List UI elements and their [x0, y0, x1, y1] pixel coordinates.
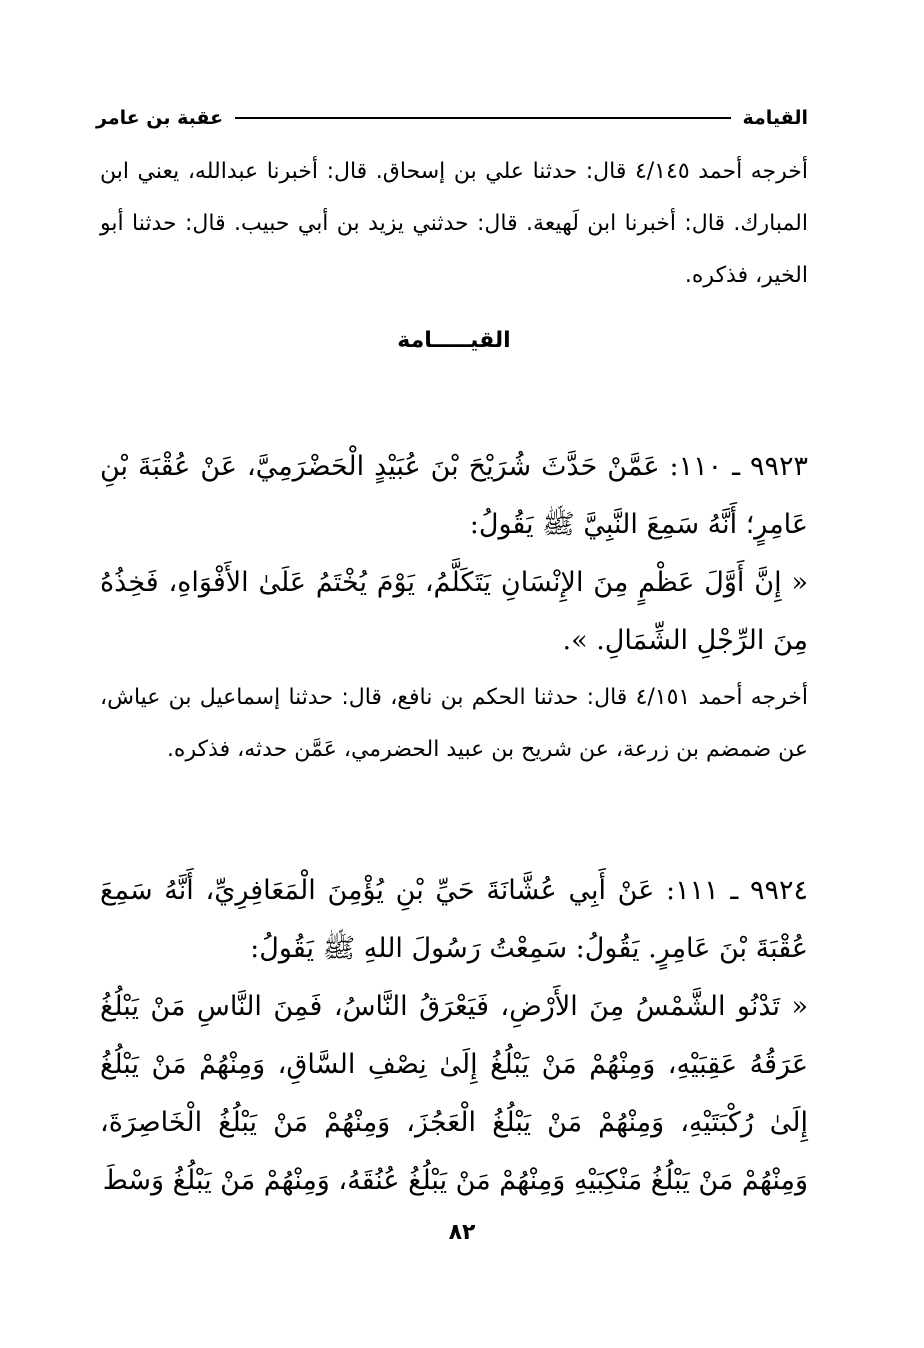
header-chapter-title: القيامة	[742, 107, 808, 129]
hadith-110-isnad: ٩٩٢٣ ـ ١١٠: عَمَّنْ حَدَّثَ شُرَيْحَ بْنَ عُبَيْدٍ الْحَضْرَمِيَّ، عَنْ عُقْبَةَ بْنِ عَامِرٍ؛ أَنَّهُ سَمِعَ النَّبِيَّ ﷺ يَقُولُ:	[100, 451, 808, 540]
section-title: القيـــــامة	[397, 328, 511, 353]
page-number: ٨٢	[448, 1220, 476, 1245]
hadith-111-matn: « تَدْنُو الشَّمْسُ مِنَ الأَرْضِ، فَيَعْرَقُ النَّاسُ، فَمِنَ النَّاسِ مَنْ يَبْلُغُ عَرَقُهُ عَقِبَيْهِ، وَمِنْهُمْ مَنْ يَبْلُغُ إِلَىٰ نِصْفِ السَّاقِ، وَمِنْهُمْ مَنْ يَبْلُغُ إِلَىٰ رُكْبَتَيْهِ، وَمِنْهُمْ مَنْ يَبْلُغُ الْعَجُزَ، وَمِنْهُمْ مَنْ يَبْلُغُ الْخَاصِرَةَ، وَمِنْهُمْ مَنْ يَبْلُغُ مَنْكِبَيْهِ وَمِنْهُمْ مَنْ يَبْلُغُ عُنُقَهُ، وَمِنْهُمْ مَنْ يَبْلُغُ وَسْطَ	[100, 991, 808, 1196]
running-header	[96, 98, 808, 138]
hadith-111-isnad: ٩٩٢٤ ـ ١١١: عَنْ أَبِي عُشَّانَةَ حَيِّ بْنِ يُؤْمِنَ الْمَعَافِرِيِّ، أَنَّهُ سَمِعَ عُقْبَةَ بْنَ عَامِرٍ. يَقُولُ: سَمِعْتُ رَسُولَ اللهِ ﷺ يَقُولُ:	[100, 875, 808, 964]
header-rule	[235, 117, 730, 119]
header-narrator-name: عقبة بن عامر	[96, 107, 224, 129]
hadith-110-source: أخرجه أحمد ٤/١٥١ قال: حدثنا الحكم بن نافع، قال: حدثنا إسماعيل بن عياش، عن ضمضم بن زرعة، عن شريح بن عبيد الحضرمي، عَمَّن حدثه، فذكره.	[100, 685, 808, 762]
intro-source-paragraph: أخرجه أحمد ٤/١٤٥ قال: حدثنا علي بن إسحاق. قال: أخبرنا عبدالله، يعني ابن المبارك. قال: أخبرنا ابن لَهيعة. قال: حدثني يزيد بن أبي حبيب. قال: حدثنا أبو الخير، فذكره.	[100, 159, 808, 288]
hadith-110-matn: « إِنَّ أَوَّلَ عَظْمٍ مِنَ الإِنْسَانِ يَتَكَلَّمُ، يَوْمَ يُخْتَمُ عَلَىٰ الأَفْوَاهِ، فَخِذُهُ مِنَ الرِّجْلِ الشِّمَالِ. ».	[100, 567, 808, 656]
